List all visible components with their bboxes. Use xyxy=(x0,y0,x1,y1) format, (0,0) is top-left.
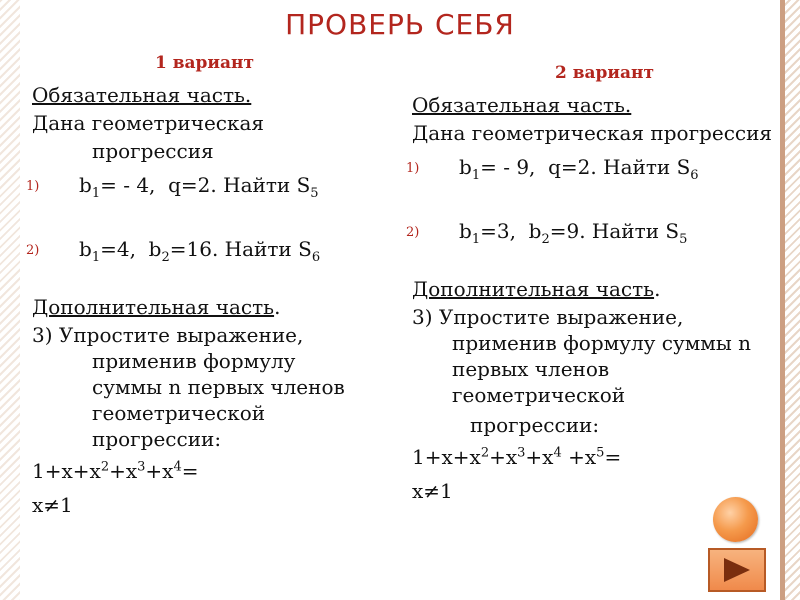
variant1-simplify-line-1: применив формулу xyxy=(92,349,296,373)
variant2-given-line1: Дана геометрическая прогрессия xyxy=(412,121,773,145)
variant1-mandatory-heading: Обязательная часть. xyxy=(32,83,252,107)
task-text: $b_1= - 9$, q=2. Найти $S_6$ xyxy=(459,155,699,183)
variant1-task-1 xyxy=(26,172,377,201)
circle-button-icon[interactable] xyxy=(713,497,758,542)
variant2-simplify-line-1: применив формулу суммы n xyxy=(452,331,752,355)
variant1-extra-period: . xyxy=(274,295,281,319)
variant1-extra-heading-line xyxy=(32,294,377,320)
variant2-simplify-line-2: первых членов xyxy=(452,357,610,381)
slide-title: ПРОВЕРЬ СЕБЯ xyxy=(285,8,515,41)
variant1-simplify-line-4: прогрессии: xyxy=(92,427,222,451)
variant2-extra-period: . xyxy=(654,277,661,301)
task-number: 2) xyxy=(406,225,420,240)
variant2-simplify-line-3: геометрической xyxy=(452,383,626,407)
variant2-task-1 xyxy=(406,154,797,183)
variant2-simplify-line-0: 3) Упростите выражение, xyxy=(412,305,684,329)
task-number: 1) xyxy=(26,179,40,194)
variant1-column xyxy=(26,50,377,520)
variant1-simplify-line-0: 3) Упростите выражение, xyxy=(32,323,304,347)
variant2-extra-heading: Дополнительная часть xyxy=(412,277,655,301)
variant1-given-line1: Дана геометрическая xyxy=(32,111,265,135)
variant1-simplify-line-2: суммы n первых членов xyxy=(92,375,345,399)
variant1-extra-heading: Дополнительная часть xyxy=(32,295,275,319)
variant1-task-2 xyxy=(26,236,377,265)
task-text: $b_1=3$, $b_2=9$. Найти $S_5$ xyxy=(459,219,688,247)
variant1-simplify-line-3: геометрической xyxy=(92,401,266,425)
variant2-simplify-line-4: прогрессии: xyxy=(470,413,600,437)
variant1-heading: 1 вариант xyxy=(154,53,255,73)
variant2-condition: x≠1 xyxy=(412,479,453,503)
variant1-condition: x≠1 xyxy=(32,493,73,517)
variant2-extra-heading-line xyxy=(412,276,797,302)
variant2-mandatory-heading: Обязательная часть. xyxy=(412,93,632,117)
variant1-expression: $1+x+x^2+x^3+x^4=$ xyxy=(32,459,199,483)
task-text: $b_1= - 4$, q=2. Найти $S_5$ xyxy=(79,173,319,201)
play-triangle-icon xyxy=(722,557,752,583)
variant2-expression: $1+x+x^2+x^3+x^4 +x^5=$ xyxy=(412,445,622,469)
variant2-heading: 2 вариант xyxy=(554,63,655,83)
task-number: 2) xyxy=(26,243,40,258)
variant2-column xyxy=(406,60,797,506)
variant1-given-line2: прогрессия xyxy=(92,139,214,163)
task-number: 1) xyxy=(406,161,420,176)
variant2-task-2 xyxy=(406,218,797,247)
left-decorative-border xyxy=(0,0,20,600)
task-text: $b_1=4$, $b_2=16$. Найти $S_6$ xyxy=(79,237,321,265)
next-slide-button[interactable] xyxy=(708,548,766,592)
